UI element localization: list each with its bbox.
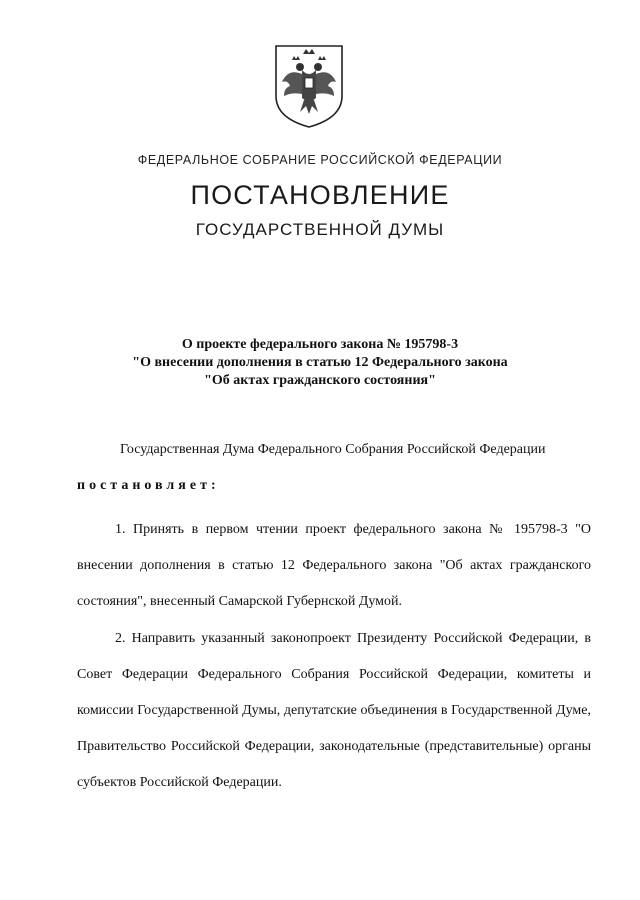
decree-word: постановляет:: [77, 478, 220, 493]
organization-name: ФЕДЕРАЛЬНОЕ СОБРАНИЕ РОССИЙСКОЙ ФЕДЕРАЦИИ: [137, 153, 503, 167]
document-type: ПОСТАНОВЛЕНИЕ: [190, 180, 450, 210]
document-issuer: ГОСУДАРСТВЕННОЙ ДУМЫ: [195, 220, 445, 239]
title-line-3: "Об актах гражданского состояния": [204, 373, 436, 388]
title-line-1: О проекте федерального закона № 195798-3: [181, 337, 459, 352]
paragraph-1: 1. Принять в первом чтении проект федерального закона № 195798-3 "О внесении дополнения в статью 12 Федерального закона "Об актах гражданского состояния", внесенный Самарской Губернской Думой.: [77, 522, 591, 609]
paragraph-2: 2. Направить указанный законопроект Президенту Российской Федерации, в Совет Федерации Федерального Собрания Российской Федерации, комитеты и комиссии Государственной Думы, депутатские объединения в Государственной Думе, Правительство Российской Федерации, законодательные (представительные) органы субъектов Российской Федерации.: [77, 631, 591, 790]
document-title: [60, 336, 580, 390]
title-line-2: "О внесении дополнения в статью 12 Федерального закона: [132, 355, 508, 370]
preamble: Государственная Дума Федерального Собрания Российской Федерации: [120, 442, 546, 457]
state-emblem-icon: [270, 40, 348, 130]
